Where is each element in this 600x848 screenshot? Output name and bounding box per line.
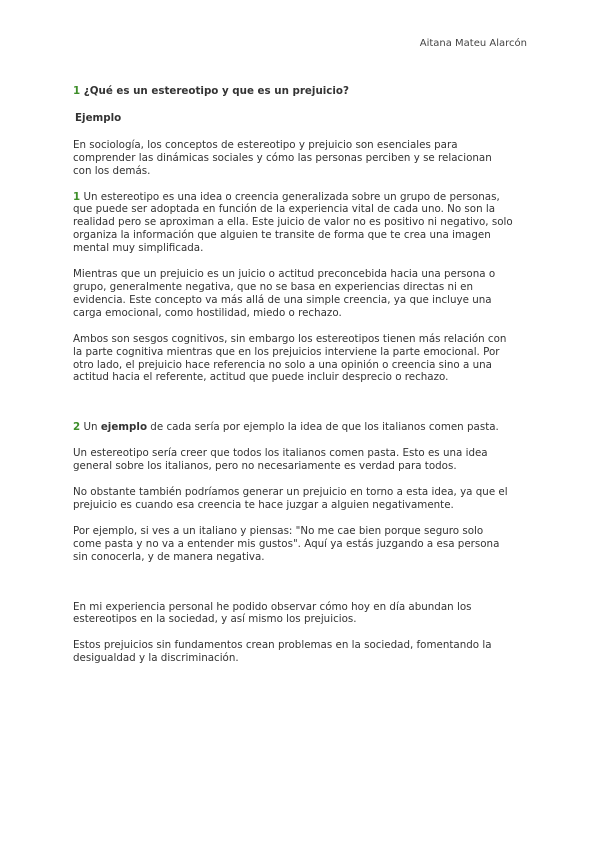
section-2-paragraph-2: No obstante también podríamos generar un prejuicio en torno a esta idea, ya que el prejuicio es cuando esa creencia te hace juzgar a alguien negativamente. [73, 486, 508, 511]
section-1-heading [73, 85, 513, 98]
paragraph-1-text: Un estereotipo es una idea o creencia generalizada sobre un grupo de personas, que puede ser adoptada en función de la experiencia vital de cada uno. No son la realidad pero se aproximan a ella. Este juicio de valor no es positivo ni negativo, solo organiza la información que alguien te transite de forma que te crea una imagen mental muy simplificada. [73, 190, 513, 255]
section-2-number: 2 [73, 421, 81, 434]
spacer [73, 397, 513, 421]
section-2-intro-after: de cada sería por ejemplo la idea de que los italianos comen pasta. [150, 421, 499, 434]
spacer [73, 577, 513, 601]
paragraph-1-number: 1 [73, 190, 81, 203]
section-2-intro-before: Un [83, 421, 98, 434]
author-name: Aitana Mateu Alarcón [419, 38, 527, 49]
section-2-paragraph-3: Por ejemplo, si ves a un italiano y piensas: "No me cae bien porque seguro solo come pasta y no va a entender mis gustos". Aquí ya estás juzgando a esa persona sin conocerla, y de manera negativa. [73, 524, 500, 563]
section-1-paragraph-3: Ambos son sesgos cognitivos, sin embargo los estereotipos tienen más relación con la parte cognitiva mientras que en los prejuicios interviene la parte emocional. Por otro lado, el prejuicio hace referencia no solo a una opinión o creencia sino a una actitud hacia el referente, actitud que puede incluir desprecio o rechazo. [73, 332, 507, 384]
conclusion-paragraph-2: Estos prejuicios sin fundamentos crean problemas en la sociedad, fomentando la desigualdad y la discriminación. [73, 639, 492, 665]
section-1-paragraph-2: Mientras que un prejuicio es un juicio o actitud preconcebida hacia una persona o grupo, generalmente negativa, que no se basa en experiencias directas ni en evidencia. Este concepto va más allá de una simple creencia, ya que incluye una carga emocional, como hostilidad, miedo o rechazo. [73, 268, 496, 319]
section-1-number: 1 [73, 85, 81, 97]
section-1-intro: En sociología, los conceptos de estereotipo y prejuicio son esenciales para comprender las dinámicas sociales y cómo las personas perciben y se relacionan con los demás. [73, 138, 492, 177]
conclusion-paragraph-1: En mi experiencia personal he podido observar cómo hoy en día abundan los estereotipos en la sociedad, y así mismo los prejuicios. [73, 600, 472, 626]
section-2-intro-bold: ejemplo [100, 421, 148, 434]
section-1-paragraph-1 [73, 191, 513, 256]
document-body [73, 85, 513, 678]
section-2-intro [73, 421, 513, 434]
section-1-subheading: Ejemplo [75, 111, 122, 124]
section-1-title: ¿Qué es un estereotipo y que es un prejuicio? [83, 85, 349, 97]
section-2-paragraph-1: Un estereotipo sería creer que todos los italianos comen pasta. Esto es una idea general sobre los italianos, pero no necesariamente es verdad para todos. [73, 447, 488, 473]
